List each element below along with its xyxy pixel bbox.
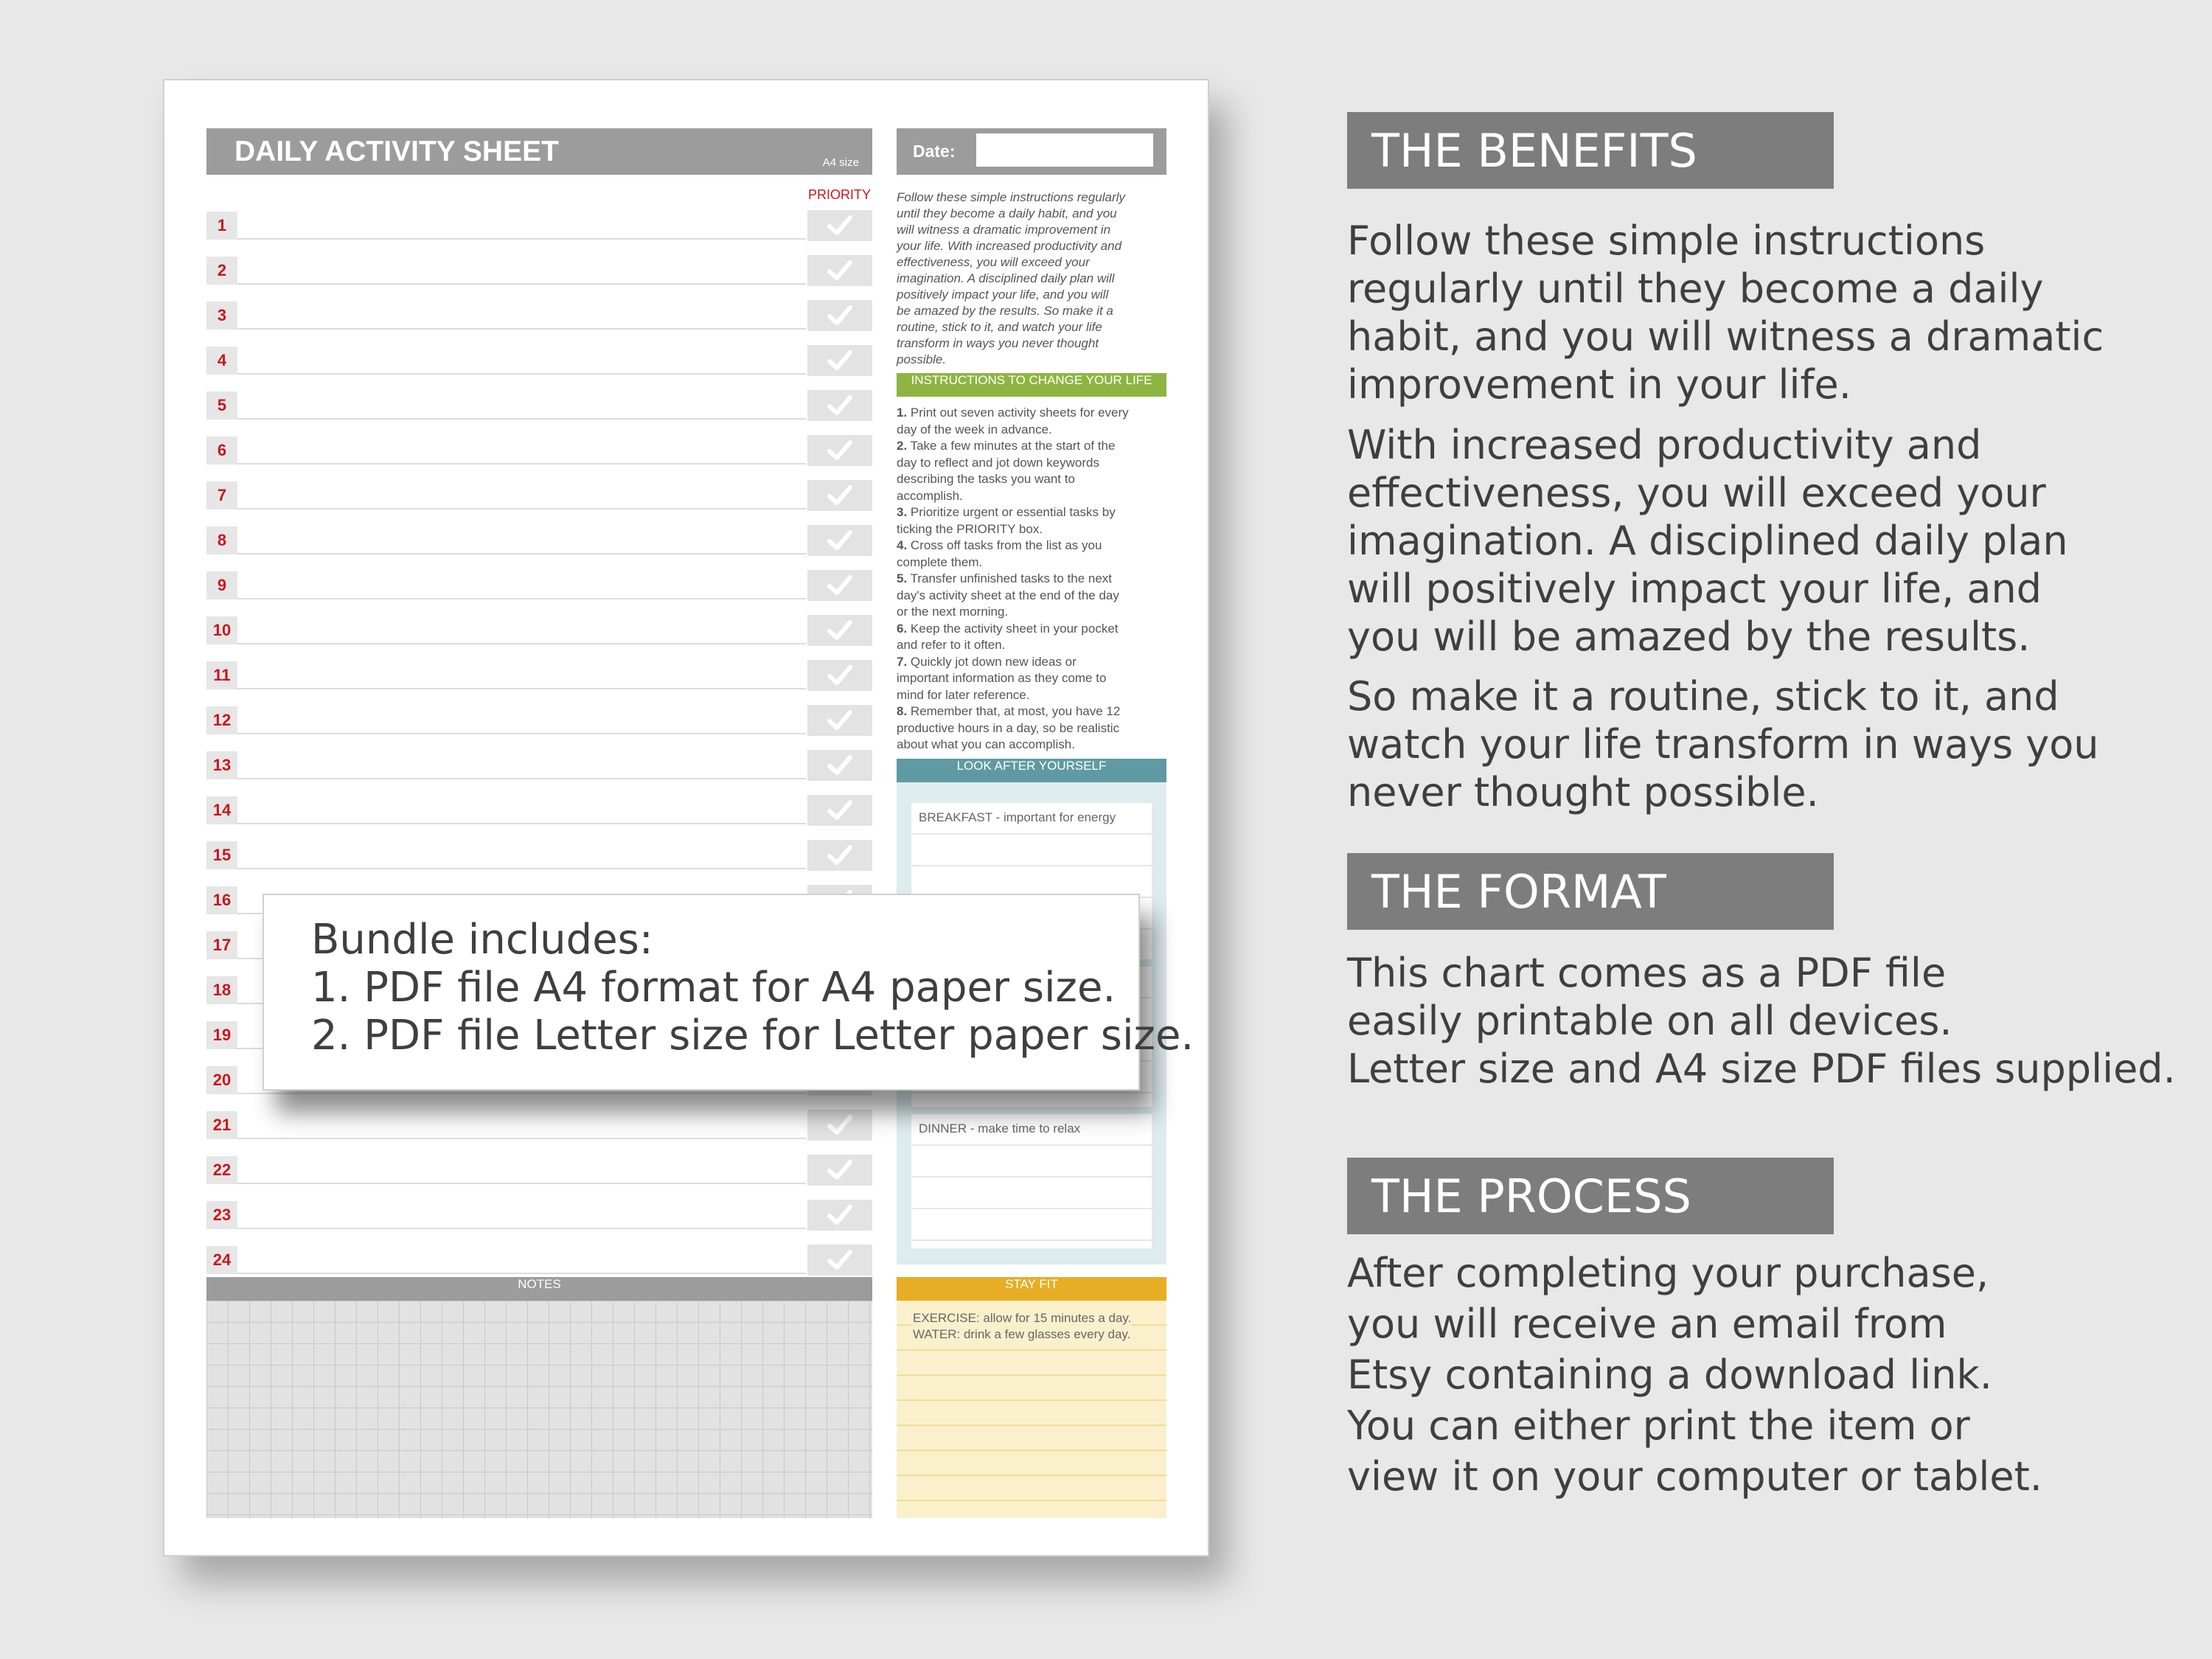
- bundle-item-a4: 1. PDF file A4 format for A4 paper size.: [311, 964, 1116, 1012]
- row-number: 8: [206, 526, 237, 554]
- step-text: Quickly jot down new ideas or: [907, 654, 1077, 669]
- bundle-card: [262, 894, 1194, 1091]
- row-number: 18: [206, 976, 237, 1004]
- write-line: [237, 283, 806, 285]
- priority-box: [807, 795, 872, 826]
- row-number: 15: [206, 841, 237, 869]
- step-number: 8.: [897, 704, 908, 718]
- check-icon: [807, 390, 872, 421]
- step-line: [897, 471, 1169, 488]
- step-text: day of the week in advance.: [897, 422, 1052, 437]
- exercise-text: EXERCISE: allow for 15 minutes a day.: [913, 1311, 1132, 1325]
- task-row: [206, 611, 872, 655]
- priority-box: [807, 615, 872, 646]
- row-number: 5: [206, 392, 237, 420]
- check-icon: [807, 750, 872, 781]
- check-icon: [807, 705, 872, 736]
- dinner-card: [911, 1114, 1152, 1248]
- step-number: 7.: [897, 654, 908, 669]
- step-text: Remember that, at most, you have 12: [907, 704, 1121, 718]
- write-line: [237, 643, 806, 644]
- intro-line: until they become a daily habit, and you: [897, 206, 1117, 220]
- step-line: [897, 621, 1169, 638]
- check-icon: [807, 345, 872, 376]
- step-line: [897, 654, 1169, 671]
- intro-line: be amazed by the results. So make it a: [897, 304, 1113, 318]
- text-line: This chart comes as a PDF file: [1347, 950, 1947, 996]
- benefits-p2: [1347, 421, 2195, 661]
- row-number: 24: [206, 1246, 237, 1274]
- format-heading: [1347, 853, 1834, 930]
- notes-header: NOTES: [206, 1277, 872, 1301]
- write-line: [237, 328, 806, 330]
- task-row: [206, 655, 872, 700]
- step-number: 6.: [897, 621, 908, 636]
- bundle-item-letter: 2. PDF file Letter size for Letter paper size.: [311, 1012, 1194, 1060]
- intro-line: imagination. A disciplined daily plan will: [897, 271, 1115, 285]
- step-line: [897, 737, 1169, 754]
- row-number: 1: [206, 212, 237, 240]
- sheet-title-bar: [206, 128, 872, 175]
- priority-box: [807, 525, 872, 556]
- task-row: [206, 700, 872, 745]
- text-line: you will be amazed by the results.: [1347, 613, 2031, 660]
- row-number: 7: [206, 481, 237, 509]
- benefits-heading-text: THE BENEFITS: [1371, 124, 1697, 178]
- check-icon: [807, 300, 872, 331]
- step-text: productive hours in a day, so be realistic: [897, 720, 1120, 735]
- row-number: 12: [206, 706, 237, 734]
- text-line: Letter size and A4 size PDF files supplied.: [1347, 1046, 2176, 1092]
- row-number: 22: [206, 1156, 237, 1184]
- step-text: describing the tasks you want to: [897, 472, 1075, 486]
- step-text: Transfer unfinished tasks to the next: [907, 571, 1113, 585]
- priority-box: [807, 1155, 872, 1186]
- process-text: [1347, 1248, 2195, 1502]
- write-line: [237, 553, 806, 554]
- priority-box: [807, 255, 872, 286]
- step-text: day's activity sheet at the end of the day: [897, 588, 1119, 602]
- step-line: [897, 538, 1169, 554]
- intro-text: [897, 189, 1168, 368]
- task-row: [206, 1105, 872, 1150]
- row-number: 6: [206, 437, 237, 465]
- activity-sheet: [163, 79, 1209, 1557]
- text-line: imagination. A disciplined daily plan: [1347, 518, 2068, 564]
- priority-box: [807, 210, 872, 241]
- date-bar: [897, 128, 1166, 175]
- intro-line: routine, stick to it, and watch your life: [897, 320, 1102, 334]
- step-text: Keep the activity sheet in your pocket: [907, 621, 1119, 636]
- process-heading: [1347, 1158, 1834, 1234]
- write-line: [237, 598, 806, 599]
- intro-line: transform in ways you never thought: [897, 336, 1099, 350]
- stay-fit-header: STAY FIT: [897, 1277, 1166, 1301]
- step-text: accomplish.: [897, 488, 963, 503]
- step-line: [897, 521, 1169, 538]
- step-line: [897, 455, 1169, 472]
- text-line: will positively impact your life, and: [1347, 566, 2042, 612]
- priority-label: PRIORITY: [808, 187, 872, 202]
- write-line: [237, 1138, 806, 1139]
- stay-fit-text: [913, 1310, 1131, 1343]
- task-row: [206, 341, 872, 386]
- priority-box: [807, 705, 872, 736]
- priority-box: [807, 1200, 872, 1231]
- write-line: [237, 238, 806, 240]
- text-line: With increased productivity and: [1347, 422, 1982, 468]
- text-line: effectiveness, you will exceed your: [1347, 470, 2046, 516]
- breakfast-label: BREAKFAST - important for energy: [919, 810, 1116, 824]
- check-icon: [807, 480, 872, 511]
- step-line: [897, 637, 1169, 654]
- step-text: important information as they come to: [897, 671, 1107, 685]
- date-label: Date:: [913, 142, 956, 161]
- step-line: [897, 670, 1169, 687]
- write-line: [237, 373, 806, 375]
- task-row: [206, 745, 872, 790]
- write-line: [237, 418, 806, 420]
- text-line: regularly until they become a daily: [1347, 265, 2044, 312]
- check-icon: [807, 1110, 872, 1141]
- write-line: [237, 733, 806, 734]
- task-row: [206, 566, 872, 611]
- priority-box: [807, 300, 872, 331]
- priority-box: [807, 345, 872, 376]
- row-number: 23: [206, 1201, 237, 1229]
- step-line: [897, 687, 1169, 704]
- notes-grid: [206, 1301, 872, 1518]
- task-row: [206, 1150, 872, 1195]
- write-line: [237, 1273, 806, 1274]
- priority-box: [807, 390, 872, 421]
- row-number: 3: [206, 302, 237, 330]
- row-number: 16: [206, 886, 237, 914]
- row-number: 21: [206, 1111, 237, 1139]
- write-line: [237, 688, 806, 689]
- text-line: you will receive an email from: [1347, 1301, 1947, 1347]
- benefits-p3: [1347, 672, 2195, 816]
- format-heading-text: THE FORMAT: [1371, 865, 1666, 919]
- text-line: view it on your computer or tablet.: [1347, 1453, 2042, 1500]
- step-text: about what you can accomplish.: [897, 737, 1075, 751]
- write-line: [237, 1183, 806, 1184]
- step-number: 4.: [897, 538, 908, 552]
- sheet-title: DAILY ACTIVITY SHEET: [234, 136, 559, 167]
- intro-line: positively impact your life, and you will: [897, 288, 1109, 302]
- step-line: [897, 504, 1169, 521]
- step-number: 1.: [897, 406, 908, 420]
- intro-line: effectiveness, you will exceed your: [897, 255, 1090, 269]
- task-row: [206, 790, 872, 835]
- priority-box: [807, 660, 872, 691]
- step-line: [897, 422, 1169, 439]
- format-text: [1347, 949, 2195, 1093]
- task-row: [206, 521, 872, 566]
- priority-box: [807, 570, 872, 601]
- text-line: improvement in your life.: [1347, 361, 1851, 408]
- task-row: [206, 476, 872, 521]
- instructions-header: INSTRUCTIONS TO CHANGE YOUR LIFE: [897, 373, 1166, 397]
- check-icon: [807, 570, 872, 601]
- intro-line: Follow these simple instructions regularly: [897, 190, 1125, 204]
- step-line: [897, 405, 1169, 422]
- priority-box: [807, 435, 872, 466]
- step-line: [897, 588, 1169, 605]
- check-icon: [807, 660, 872, 691]
- text-line: You can either print the item or: [1347, 1402, 1970, 1449]
- write-line: [237, 778, 806, 779]
- text-line: never thought possible.: [1347, 769, 1819, 815]
- step-text: Prioritize urgent or essential tasks by: [907, 505, 1116, 519]
- step-number: 2.: [897, 439, 908, 453]
- priority-box: [807, 840, 872, 871]
- check-icon: [807, 1155, 872, 1186]
- benefits-heading: [1347, 112, 1834, 189]
- priority-box: [807, 1245, 872, 1276]
- row-number: 10: [206, 616, 237, 644]
- look-after-header: LOOK AFTER YOURSELF: [897, 759, 1166, 782]
- check-icon: [807, 1200, 872, 1231]
- step-line: [897, 554, 1169, 571]
- text-line: habit, and you will witness a dramatic: [1347, 313, 2104, 360]
- text-line: Follow these simple instructions: [1347, 218, 1986, 264]
- task-row: [206, 251, 872, 296]
- step-line: [897, 703, 1169, 720]
- row-number: 4: [206, 347, 237, 375]
- row-number: 19: [206, 1021, 237, 1049]
- step-text: and refer to it often.: [897, 638, 1006, 652]
- row-number: 14: [206, 796, 237, 824]
- task-row: [206, 835, 872, 880]
- step-text: day to reflect and jot down keywords: [897, 455, 1099, 470]
- intro-line: your life. With increased productivity and: [897, 239, 1122, 253]
- step-line: [897, 488, 1169, 505]
- instruction-steps: [897, 405, 1169, 754]
- benefits-p1: [1347, 217, 2195, 408]
- write-line: [237, 1228, 806, 1229]
- priority-box: [807, 750, 872, 781]
- text-line: watch your life transform in ways you: [1347, 721, 2099, 768]
- row-number: 17: [206, 931, 237, 959]
- row-number: 20: [206, 1066, 237, 1094]
- step-line: [897, 720, 1169, 737]
- step-text: Cross off tasks from the list as you: [907, 538, 1102, 552]
- step-number: 5.: [897, 571, 908, 585]
- check-icon: [807, 210, 872, 241]
- date-field: [976, 133, 1153, 167]
- task-row: [206, 431, 872, 476]
- write-line: [237, 823, 806, 824]
- priority-box: [807, 480, 872, 511]
- task-row: [206, 206, 872, 251]
- bundle-title: Bundle includes:: [311, 916, 653, 964]
- check-icon: [807, 255, 872, 286]
- check-icon: [807, 1245, 872, 1276]
- row-number: 2: [206, 257, 237, 285]
- step-number: 3.: [897, 505, 908, 519]
- check-icon: [807, 840, 872, 871]
- step-text: mind for later reference.: [897, 687, 1030, 702]
- write-line: [237, 508, 806, 509]
- check-icon: [807, 435, 872, 466]
- step-line: [897, 571, 1169, 588]
- step-line: [897, 438, 1169, 455]
- intro-line: will witness a dramatic improvement in: [897, 223, 1111, 237]
- check-icon: [807, 615, 872, 646]
- write-line: [237, 463, 806, 465]
- row-number: 11: [206, 661, 237, 689]
- text-line: After completing your purchase,: [1347, 1250, 1989, 1296]
- text-line: easily printable on all devices.: [1347, 998, 1952, 1044]
- step-text: ticking the PRIORITY box.: [897, 521, 1043, 536]
- stay-fit-area: [897, 1301, 1166, 1518]
- text-line: Etsy containing a download link.: [1347, 1352, 1992, 1398]
- row-number: 13: [206, 751, 237, 779]
- process-heading-text: THE PROCESS: [1371, 1169, 1691, 1223]
- step-text: Take a few minutes at the start of the: [907, 439, 1116, 453]
- write-line: [237, 1093, 806, 1094]
- intro-line: possible.: [897, 352, 947, 366]
- step-line: [897, 604, 1169, 621]
- task-row: [206, 1195, 872, 1240]
- row-number: 9: [206, 571, 237, 599]
- priority-box: [807, 1110, 872, 1141]
- step-text: or the next morning.: [897, 605, 1009, 619]
- dinner-label: DINNER - make time to relax: [919, 1121, 1081, 1135]
- task-rows: [206, 206, 872, 1285]
- task-row: [206, 296, 872, 341]
- task-row: [206, 386, 872, 431]
- step-text: Print out seven activity sheets for every: [907, 406, 1129, 420]
- check-icon: [807, 525, 872, 556]
- size-label: A4 size: [822, 156, 859, 169]
- text-line: So make it a routine, stick to it, and: [1347, 673, 2059, 720]
- water-text: WATER: drink a few glasses every day.: [913, 1327, 1131, 1341]
- write-line: [237, 868, 806, 869]
- check-icon: [807, 795, 872, 826]
- step-text: complete them.: [897, 554, 983, 569]
